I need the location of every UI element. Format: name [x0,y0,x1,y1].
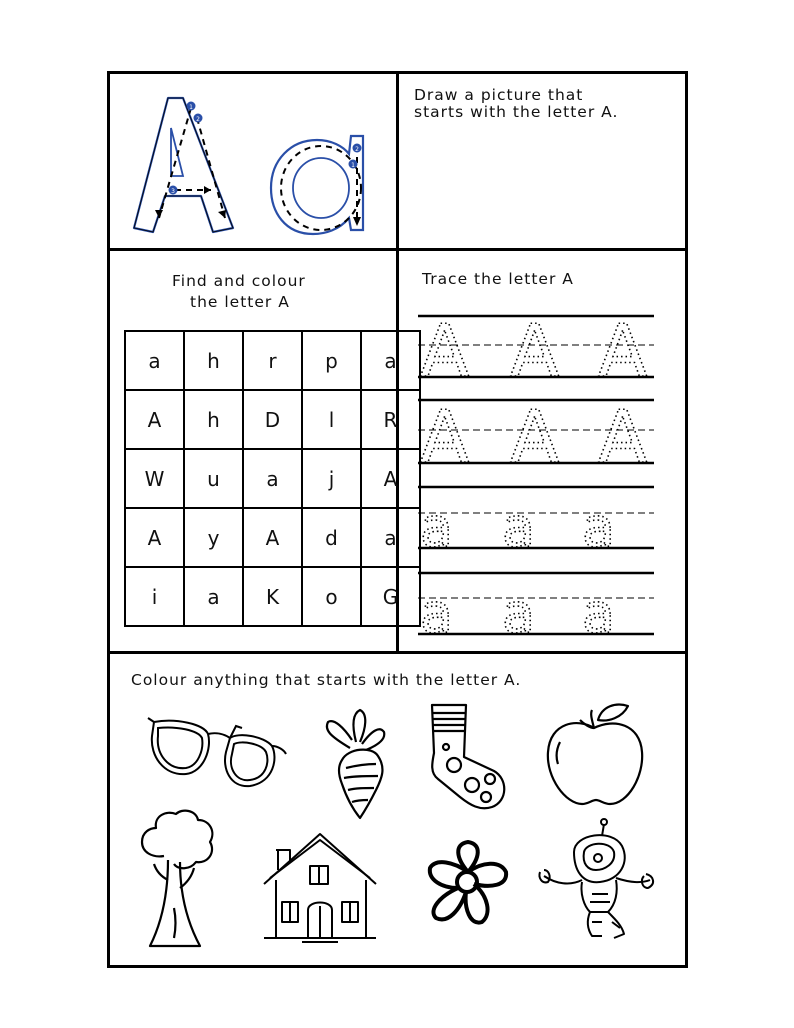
grid-cell[interactable]: W [125,449,184,508]
flower-icon[interactable] [426,840,510,932]
draw-instruction-line2: starts with the letter A. [414,103,619,121]
find-instruction-line2: the letter A [190,293,290,311]
grid-cell[interactable]: A [125,390,184,449]
trace-letter[interactable]: a [582,496,616,559]
grid-cell[interactable]: a [125,331,184,390]
svg-text:1: 1 [351,162,355,169]
grid-row [125,331,420,390]
grid-row [125,567,420,626]
grid-cell[interactable]: A [361,449,420,508]
grid-cell[interactable]: d [302,508,361,567]
sock-icon[interactable] [424,703,510,815]
find-instruction-line1: Find and colour [172,272,306,290]
drawing-area[interactable] [400,130,686,246]
glasses-icon[interactable] [146,712,286,792]
tracing-lines [418,300,658,645]
draw-instruction-line1: Draw a picture that [414,86,584,104]
house-icon[interactable] [262,830,378,944]
top-row-divider [107,248,688,251]
letter-search-grid [124,330,421,627]
trace-title: Trace the letter A [422,270,574,288]
grid-cell[interactable]: r [243,331,302,390]
grid-cell[interactable]: A [125,508,184,567]
trace-letter[interactable]: a [420,496,454,559]
grid-cell[interactable]: p [302,331,361,390]
grid-cell[interactable]: h [184,331,243,390]
trace-letter[interactable]: a [582,582,616,645]
apple-icon[interactable] [544,700,646,808]
grid-cell[interactable]: A [243,508,302,567]
trace-letter[interactable]: A [510,395,560,479]
stroke-number-3: 3 [171,188,175,195]
grid-cell[interactable]: G [361,567,420,626]
stroke-number-1: 1 [189,104,193,111]
astronaut-icon[interactable] [536,818,656,944]
grid-cell[interactable]: a [184,567,243,626]
trace-letter[interactable]: a [420,582,454,645]
middle-row-divider [107,651,688,654]
grid-cell[interactable]: u [184,449,243,508]
trace-letter[interactable]: A [420,395,470,479]
trace-letter[interactable]: A [598,309,648,393]
grid-cell[interactable]: i [125,567,184,626]
grid-cell[interactable]: o [302,567,361,626]
stroke-number-2: 2 [196,116,200,123]
grid-cell[interactable]: y [184,508,243,567]
colour-instruction: Colour anything that starts with the letter A. [131,671,522,689]
grid-cell[interactable]: R [361,390,420,449]
grid-cell[interactable]: j [302,449,361,508]
trace-letter[interactable]: a [502,496,536,559]
trace-letter[interactable]: A [510,309,560,393]
carrot-icon[interactable] [322,708,394,820]
grid-cell[interactable]: a [243,449,302,508]
grid-cell[interactable]: D [243,390,302,449]
svg-text:2: 2 [355,146,359,153]
grid-row [125,390,420,449]
trace-letter[interactable]: A [420,309,470,393]
letter-aa-tracing-graphic [125,88,385,240]
grid-row [125,508,420,567]
grid-cell[interactable]: a [361,331,420,390]
trace-letter[interactable]: a [502,582,536,645]
grid-cell[interactable]: h [184,390,243,449]
grid-cell[interactable]: K [243,567,302,626]
grid-cell[interactable]: l [302,390,361,449]
grid-row [125,449,420,508]
tree-icon[interactable] [134,808,218,952]
trace-letter[interactable]: A [598,395,648,479]
grid-cell[interactable]: a [361,508,420,567]
